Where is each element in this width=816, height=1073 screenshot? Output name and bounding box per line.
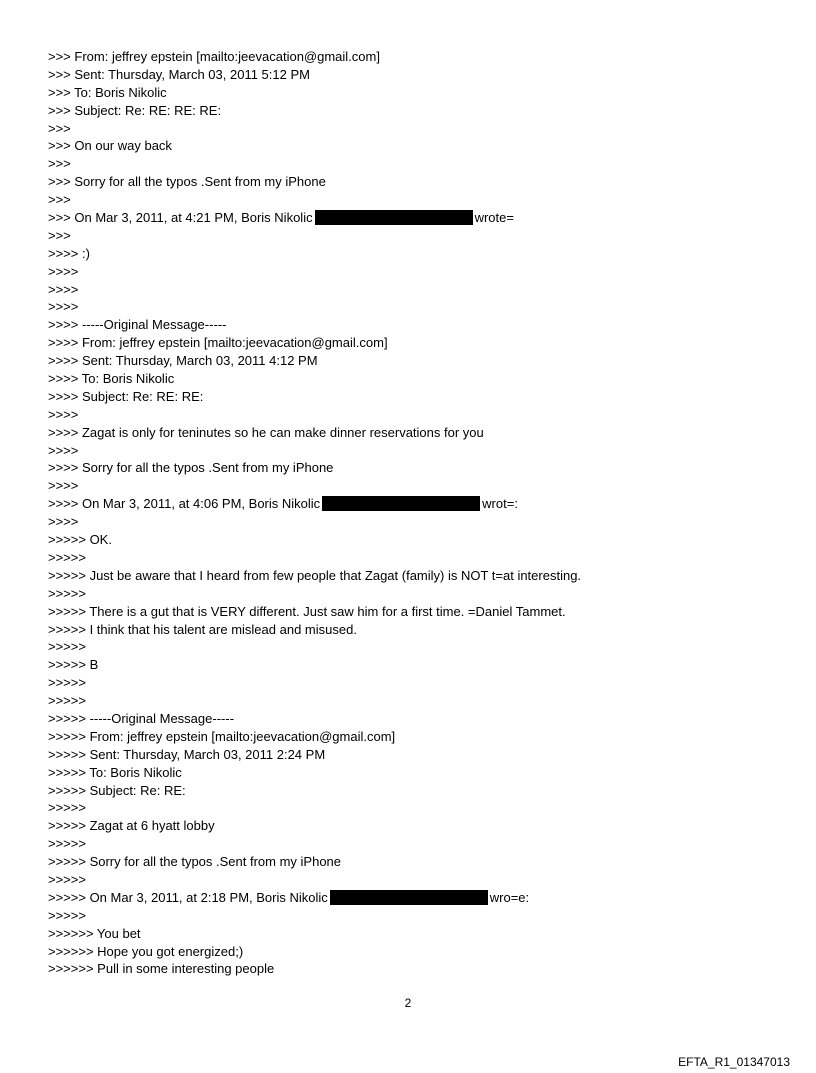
email-line: >>>>> xyxy=(48,639,86,655)
line-suffix: wro=e: xyxy=(489,889,530,905)
email-line: >>>> To: Boris Nikolic xyxy=(48,371,175,387)
email-line: >>>>> Zagat at 6 hyatt lobby xyxy=(48,818,215,834)
email-line: >>>> :) xyxy=(48,245,90,261)
line-suffix: wrote= xyxy=(474,210,514,226)
email-line: >>>>> Just be aware that I heard from few people that Zagat (family) is NOT t=at interesting. xyxy=(48,567,582,583)
email-line: >>>>> To: Boris Nikolic xyxy=(48,764,182,780)
email-line: >>>>> xyxy=(48,585,86,601)
email-line: >>> xyxy=(48,192,71,208)
line-suffix: wrot=: xyxy=(482,496,518,512)
email-line: >>>> xyxy=(48,442,79,458)
email-line: >>>>> Subject: Re: RE: xyxy=(48,782,186,798)
email-line: >>> xyxy=(48,156,71,172)
email-line: >>> Subject: Re: RE: RE: RE: xyxy=(48,102,222,118)
redaction-bar xyxy=(322,496,480,511)
email-body xyxy=(48,48,788,978)
email-line: >>>>> xyxy=(48,800,86,816)
email-line: >>>>> OK. xyxy=(48,532,112,548)
email-line: >>>> From: jeffrey epstein [mailto:jeevacation@gmail.com] xyxy=(48,335,388,351)
email-line-redacted xyxy=(48,209,788,227)
email-line-redacted xyxy=(48,495,788,513)
email-line: >>>> xyxy=(48,281,79,297)
email-line: >>>> Zagat is only for teninutes so he can make dinner reservations for you xyxy=(48,424,484,440)
email-line: >>>> Sorry for all the typos .Sent from my iPhone xyxy=(48,460,334,476)
email-line: >>>>> There is a gut that is VERY different. Just saw him for a first time. =Daniel Tammet. xyxy=(48,603,566,619)
page-number: 2 xyxy=(404,996,412,1010)
redaction-bar xyxy=(315,210,473,225)
email-line: >>>>> Sent: Thursday, March 03, 2011 2:24 PM xyxy=(48,746,326,762)
email-line: >>> Sorry for all the typos .Sent from my iPhone xyxy=(48,174,326,190)
email-line-redacted xyxy=(48,889,788,907)
email-line: >>>>> I think that his talent are mislead and misused. xyxy=(48,621,357,637)
email-line: >>> xyxy=(48,227,71,243)
email-line: >>>> xyxy=(48,514,79,530)
email-line: >>>>> Sorry for all the typos .Sent from my iPhone xyxy=(48,854,342,870)
email-line: >>>>> From: jeffrey epstein [mailto:jeevacation@gmail.com] xyxy=(48,728,396,744)
email-line: >>>> xyxy=(48,299,79,315)
email-line: >>>> xyxy=(48,406,79,422)
email-line: >>>>>> Pull in some interesting people xyxy=(48,961,275,977)
email-line: >>> From: jeffrey epstein [mailto:jeevacation@gmail.com] xyxy=(48,49,380,64)
email-line: >>>>>> Hope you got energized;) xyxy=(48,943,244,959)
email-line: >>>> Subject: Re: RE: RE: xyxy=(48,388,204,404)
email-line: >>> xyxy=(48,120,71,136)
email-line: >>>> Sent: Thursday, March 03, 2011 4:12 PM xyxy=(48,353,318,369)
email-line: >>>>> xyxy=(48,549,86,565)
redaction-bar xyxy=(330,890,488,905)
email-line: >>>>> B xyxy=(48,657,99,673)
email-line: >>>>> xyxy=(48,871,86,887)
email-line: >>>> -----Original Message----- xyxy=(48,317,227,333)
email-line: >>>>>> You bet xyxy=(48,925,141,941)
email-line: >>> On our way back xyxy=(48,138,172,154)
line-text: >>> On Mar 3, 2011, at 4:21 PM, Boris Nikolic xyxy=(48,210,313,226)
email-line: >>> Sent: Thursday, March 03, 2011 5:12 PM xyxy=(48,66,310,82)
email-line: >>>> xyxy=(48,478,79,494)
email-line: >>>> xyxy=(48,263,79,279)
email-line: >>>>> xyxy=(48,836,86,852)
email-line: >>>>> xyxy=(48,675,86,691)
email-line: >>>>> -----Original Message----- xyxy=(48,710,235,726)
document-id: EFTA_R1_01347013 xyxy=(678,1055,790,1069)
line-text: >>>>> On Mar 3, 2011, at 2:18 PM, Boris Nikolic xyxy=(48,889,328,905)
line-text: >>>> On Mar 3, 2011, at 4:06 PM, Boris Nikolic xyxy=(48,496,321,512)
email-line: >>> To: Boris Nikolic xyxy=(48,84,167,100)
email-line: >>>>> xyxy=(48,907,86,923)
email-line: >>>>> xyxy=(48,693,86,709)
